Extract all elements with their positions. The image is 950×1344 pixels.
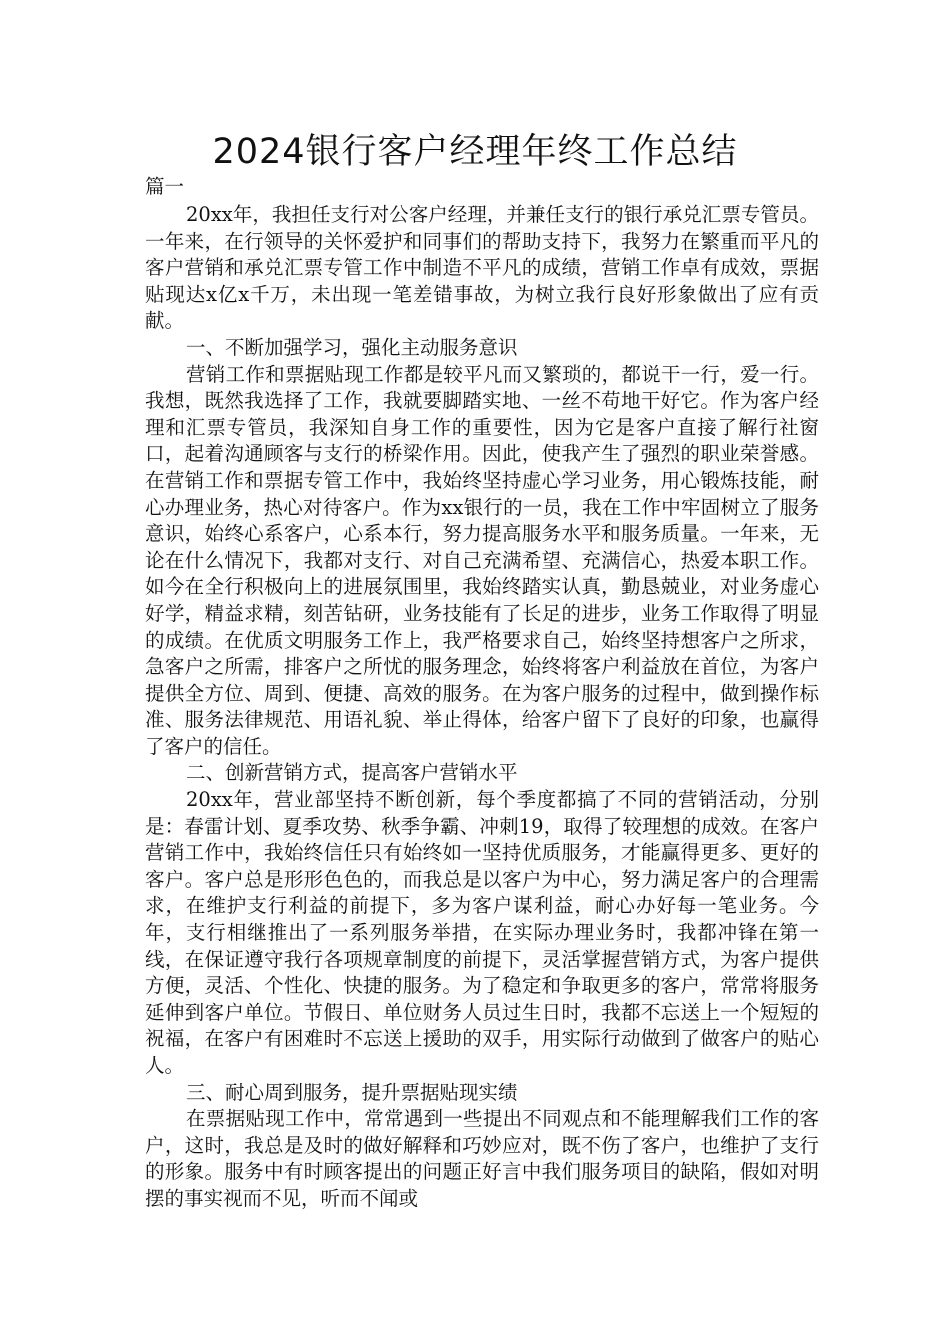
document-title: 2024银行客户经理年终工作总结 xyxy=(212,132,738,172)
section-heading-2: 二、创新营销方式，提高客户营销水平 xyxy=(186,761,518,785)
section-1-paragraph: 营销工作和票据贴现工作都是较平凡而又繁琐的，都说干一行，爱一行。我想，既然我选择了工作，我就要脚踏实地、一丝不苟地干好它。作为客户经理和汇票专管员，我深知自身工作的重要性，因为它是客户直接了解行社窗口，起着沟通顾客与支行的桥梁作用。因此，使我产生了强烈的职业荣誉感。在营销工作和票据专管工作中，我始终坚持虚心学习业务，用心锻炼技能，耐心办理业务，热心对待客户。作为xx银行的一员，我在工作中牢固树立了服务意识，始终心系客户，心系本行，努力提高服务水平和服务质量。一年来，无论在什么情况下，我都对支行、对自己充满希望、充满信心，热爱本职工作。如今在全行积极向上的进展氛围里，我始终踏实认真，勤恳兢业，对业务虚心好学，精益求精，刻苦钻研，业务技能有了长足的进步，业务工作取得了明显的成绩。在优质文明服务工作上，我严格要求自己，始终坚持想客户之所求，急客户之所需，排客户之所忧的服务理念，始终将客户利益放在首位，为客户提供全方位、周到、便捷、高效的服务。在为客户服务的过程中，做到操作标准、服务法律规范、用语礼貌、举止得体，给客户留下了良好的印象，也赢得了客户的信任。 xyxy=(145,362,819,758)
intro-paragraph: 20xx年，我担任支行对公客户经理，并兼任支行的银行承兑汇票专管员。一年来，在行领导的关怀爱护和同事们的帮助支持下，我努力在繁重而平凡的客户营销和承兑汇票专管工作中制造不平凡的成绩，营销工作卓有成效，票据贴现达x亿x千万，未出现一笔差错事故，为树立我行良好形象做出了应有贡献。 xyxy=(145,203,819,333)
part-label: 篇一 xyxy=(145,175,185,198)
document-body xyxy=(145,202,819,1213)
section-3-paragraph: 在票据贴现工作中，常常遇到一些提出不同观点和不能理解我们工作的客户，这时，我总是及时的做好解释和巧妙应对，既不伤了客户，也维护了支行的形象。服务中有时顾客提出的问题正好言中我们服务项目的缺陷，假如对明摆的事实视而不见，听而不闻或 xyxy=(145,1107,819,1210)
section-heading-3: 三、耐心周到服务，提升票据贴现实绩 xyxy=(186,1080,518,1104)
section-2-paragraph: 20xx年，营业部坚持不断创新，每个季度都搞了不同的营销活动，分别是：春雷计划、夏季攻势、秋季争霸、冲刺19，取得了较理想的成效。在客户营销工作中，我始终信任只有始终如一坚持优质服务，才能赢得更多、更好的客户。客户总是形形色色的，而我总是以客户为中心，努力满足客户的合理需求，在维护支行利益的前提下，多为客户谋利益，耐心办好每一笔业务。今年，支行相继推出了一系列服务举措，在实际办理业务时，我都冲锋在第一线，在保证遵守我行各项规章制度的前提下，灵活掌握营销方式，为客户提供方便，灵活、个性化、快捷的服务。为了稳定和争取更多的客户，常常将服务延伸到客户单位。节假日、单位财务人员过生日时，我都不忘送上一个短短的祝福，在客户有困难时不忘送上援助的双手，用实际行动做到了做客户的贴心人。 xyxy=(145,788,819,1077)
section-heading-1: 一、不断加强学习，强化主动服务意识 xyxy=(186,335,518,359)
